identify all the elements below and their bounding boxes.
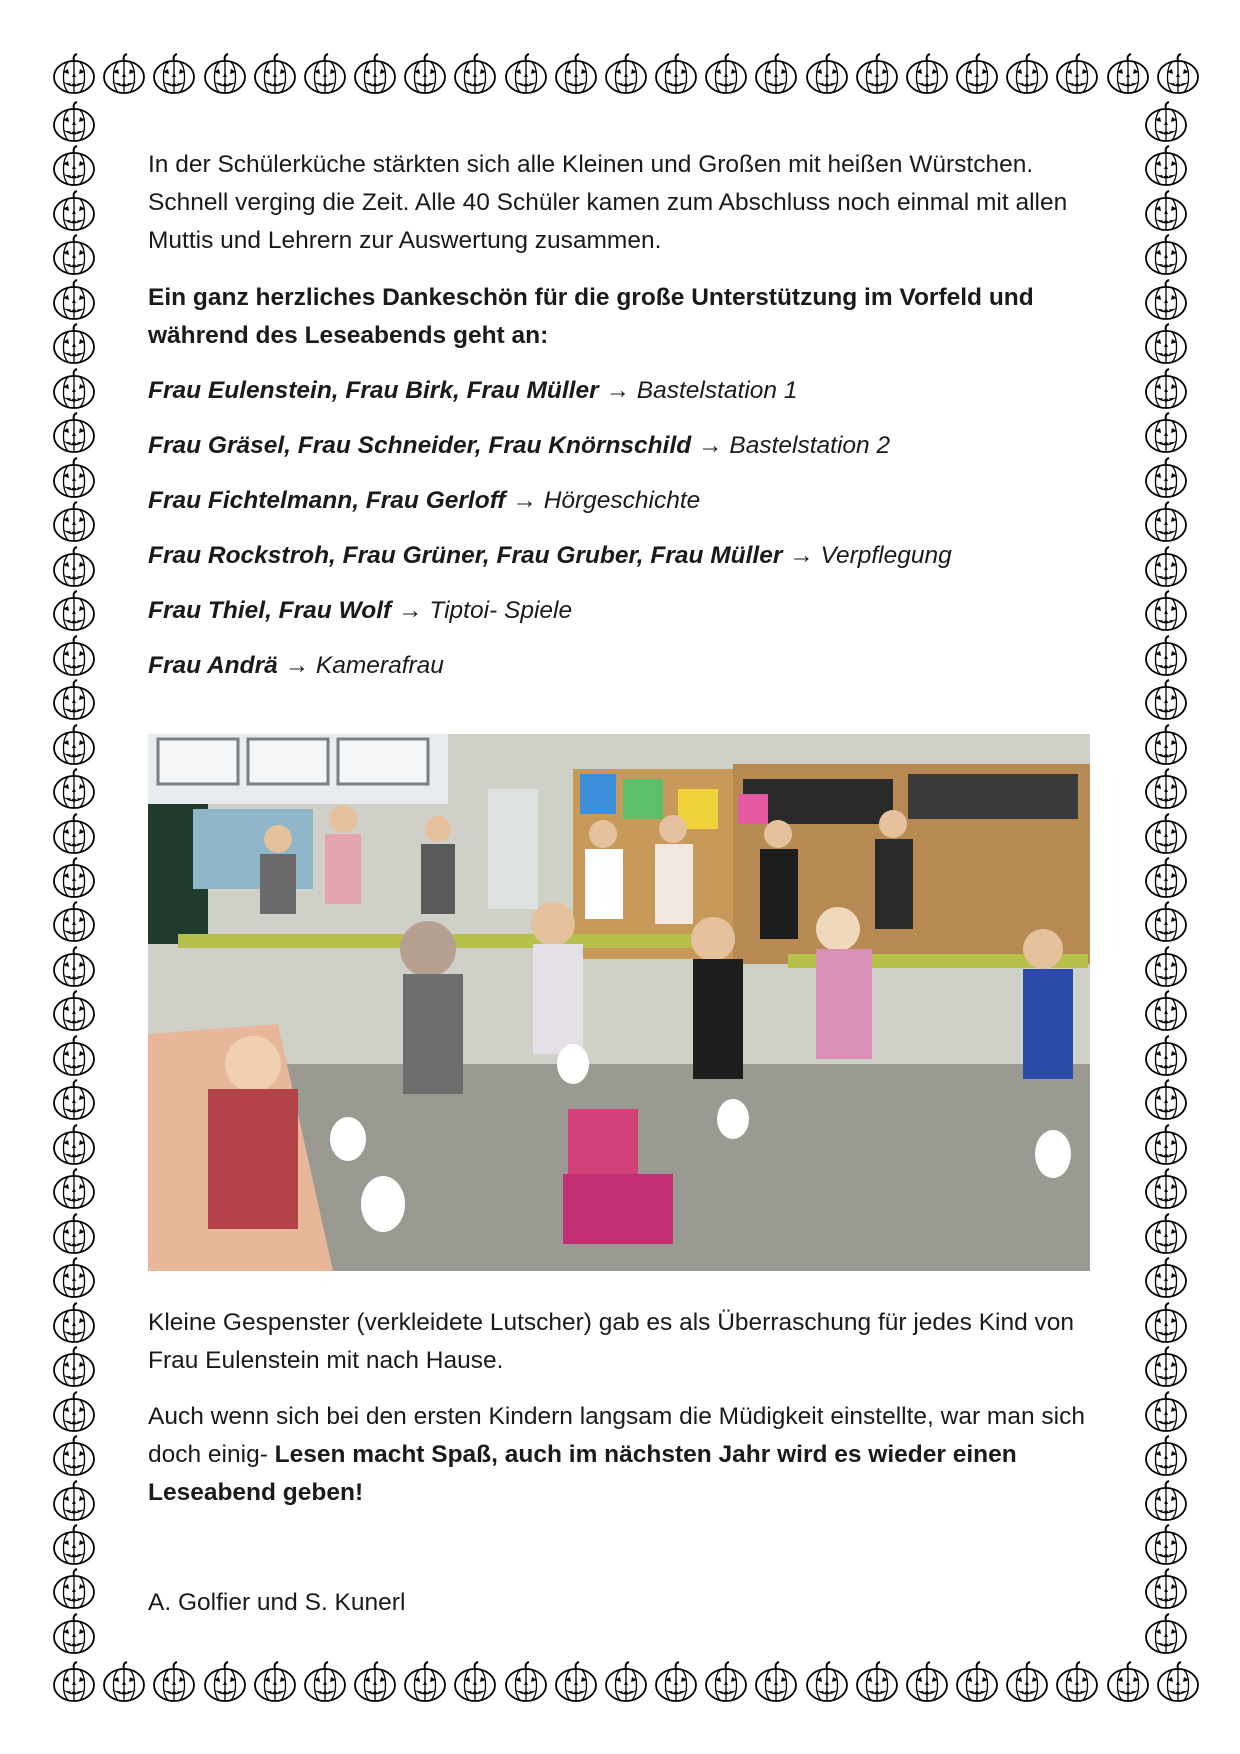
credit-names: Frau Eulenstein, Frau Birk, Frau Müller [148, 377, 599, 404]
pumpkin-icon [1144, 1567, 1188, 1611]
pumpkin-icon [52, 945, 96, 989]
pumpkin-icon [52, 52, 96, 96]
pumpkin-icon [1144, 1034, 1188, 1078]
pumpkin-icon [52, 545, 96, 589]
credit-task: Bastelstation 2 [729, 432, 891, 459]
pumpkin-icon [1144, 322, 1188, 366]
pumpkin-icon [403, 52, 447, 96]
pumpkin-icon [303, 52, 347, 96]
pumpkin-icon [955, 52, 999, 96]
pumpkin-icon [654, 52, 698, 96]
pumpkin-icon [203, 1660, 247, 1704]
pumpkin-icon [1144, 812, 1188, 856]
pumpkin-icon [1144, 1612, 1188, 1656]
pumpkin-icon [504, 52, 548, 96]
pumpkin-icon [754, 52, 798, 96]
pumpkin-icon [1144, 945, 1188, 989]
pumpkin-icon [1005, 1660, 1049, 1704]
pumpkin-icon [102, 52, 146, 96]
pumpkin-icon [1144, 367, 1188, 411]
arrow-right-icon: → [512, 487, 537, 514]
pumpkin-icon [52, 278, 96, 322]
arrow-right-icon: → [284, 652, 310, 679]
pumpkin-icon [1144, 1167, 1188, 1211]
pumpkin-icon [905, 1660, 949, 1704]
pumpkin-icon [52, 367, 96, 411]
pumpkin-icon [52, 456, 96, 500]
pumpkin-icon [52, 1301, 96, 1345]
pumpkin-icon [805, 52, 849, 96]
pumpkin-icon [1144, 723, 1188, 767]
pumpkin-icon [52, 1212, 96, 1256]
pumpkin-border-right [1144, 100, 1188, 1656]
credit-task: Verpflegung [820, 542, 952, 569]
pumpkin-icon [52, 1345, 96, 1389]
closing-paragraph [148, 1398, 1108, 1512]
pumpkin-icon [704, 52, 748, 96]
pumpkin-icon [805, 1660, 849, 1704]
pumpkin-icon [1144, 1523, 1188, 1567]
pumpkin-icon [453, 1660, 497, 1704]
credit-names: Frau Andrä [148, 652, 278, 679]
pumpkin-icon [52, 678, 96, 722]
pumpkin-icon [253, 1660, 297, 1704]
pumpkin-icon [1156, 1660, 1200, 1704]
credit-line [148, 372, 1108, 410]
pumpkin-icon [1144, 634, 1188, 678]
pumpkin-icon [403, 1660, 447, 1704]
arrow-right-icon: → [605, 377, 630, 404]
pumpkin-icon [52, 100, 96, 144]
credit-line [148, 647, 1108, 685]
pumpkin-icon [1144, 1256, 1188, 1300]
pumpkin-icon [554, 1660, 598, 1704]
pumpkin-icon [52, 1612, 96, 1656]
pumpkin-icon [1144, 1479, 1188, 1523]
pumpkin-icon [504, 1660, 548, 1704]
pumpkin-border-bottom [52, 1660, 1200, 1704]
pumpkin-icon [1144, 500, 1188, 544]
pumpkin-icon [52, 767, 96, 811]
pumpkin-icon [102, 1660, 146, 1704]
pumpkin-icon [554, 52, 598, 96]
classroom-photo [148, 734, 1090, 1271]
credit-line [148, 427, 1108, 465]
pumpkin-icon [1144, 1345, 1188, 1389]
pumpkin-icon [353, 52, 397, 96]
pumpkin-icon [704, 1660, 748, 1704]
pumpkin-icon [1144, 1123, 1188, 1167]
pumpkin-icon [754, 1660, 798, 1704]
pumpkin-icon [52, 1479, 96, 1523]
pumpkin-icon [303, 1660, 347, 1704]
pumpkin-icon [52, 856, 96, 900]
credit-line [148, 592, 1108, 630]
pumpkin-icon [1144, 1212, 1188, 1256]
pumpkin-icon [654, 1660, 698, 1704]
closing-plain: Auch wenn sich bei den ersten Kindern langsam die Müdigkeit einstellte, war man sich doch einig- [148, 1403, 1085, 1468]
pumpkin-icon [203, 52, 247, 96]
pumpkin-icon [1144, 589, 1188, 633]
closing-bold: Lesen macht Spaß, auch im nächsten Jahr wird es wieder einen Leseabend geben! [148, 1441, 1017, 1506]
pumpkin-icon [604, 1660, 648, 1704]
pumpkin-icon [1144, 545, 1188, 589]
credit-task: Hörgeschichte [543, 487, 701, 514]
pumpkin-icon [604, 52, 648, 96]
credit-names: Frau Gräsel, Frau Schneider, Frau Knörnschild [148, 432, 692, 459]
pumpkin-icon [1005, 52, 1049, 96]
pumpkin-icon [52, 1256, 96, 1300]
pumpkin-icon [52, 322, 96, 366]
photo-caption: Kleine Gespenster (verkleidete Lutscher) gab es als Überraschung für jedes Kind von Frau Eulenstein mit nach Hause. [148, 1309, 1075, 1374]
pumpkin-icon [52, 589, 96, 633]
pumpkin-icon [52, 1078, 96, 1122]
credit-task: Tiptoi- Spiele [429, 597, 573, 624]
pumpkin-icon [1106, 1660, 1150, 1704]
arrow-right-icon: → [789, 542, 814, 569]
pumpkin-icon [353, 1660, 397, 1704]
pumpkin-icon [52, 634, 96, 678]
pumpkin-icon [52, 1567, 96, 1611]
pumpkin-icon [1144, 1301, 1188, 1345]
pumpkin-icon [1144, 189, 1188, 233]
pumpkin-border-top [52, 52, 1200, 96]
pumpkin-icon [52, 1434, 96, 1478]
pumpkin-icon [955, 1660, 999, 1704]
pumpkin-icon [855, 52, 899, 96]
credit-names: Frau Rockstroh, Frau Grüner, Frau Gruber, Frau Müller [148, 542, 783, 569]
pumpkin-icon [1106, 52, 1150, 96]
pumpkin-icon [52, 1123, 96, 1167]
pumpkin-icon [152, 1660, 196, 1704]
credit-task: Bastelstation 1 [636, 377, 798, 404]
pumpkin-icon [52, 411, 96, 455]
pumpkin-icon [1055, 1660, 1099, 1704]
pumpkin-icon [1144, 278, 1188, 322]
pumpkin-icon [52, 812, 96, 856]
pumpkin-icon [253, 52, 297, 96]
pumpkin-icon [52, 144, 96, 188]
pumpkin-icon [1144, 767, 1188, 811]
pumpkin-icon [1144, 144, 1188, 188]
pumpkin-icon [1144, 100, 1188, 144]
pumpkin-icon [905, 52, 949, 96]
pumpkin-icon [52, 500, 96, 544]
thanks-heading: Ein ganz herzliches Dankeschön für die große Unterstützung im Vorfeld und während des Leseabends geht an: [148, 284, 1034, 349]
pumpkin-icon [1144, 411, 1188, 455]
pumpkin-icon [1156, 52, 1200, 96]
intro-paragraph: In der Schülerküche stärkten sich alle Kleinen und Großen mit heißen Würstchen. Schnell verging die Zeit. Alle 40 Schüler kamen zum Abschluss noch einmal mit allen Muttis und Lehrern zur Auswertung zusammen. [148, 151, 1068, 254]
pumpkin-icon [1144, 678, 1188, 722]
pumpkin-icon [52, 1660, 96, 1704]
pumpkin-icon [1144, 1390, 1188, 1434]
pumpkin-icon [1055, 52, 1099, 96]
pumpkin-icon [453, 52, 497, 96]
pumpkin-icon [52, 1523, 96, 1567]
pumpkin-icon [52, 1167, 96, 1211]
pumpkin-border-left [52, 100, 96, 1656]
pumpkin-icon [52, 900, 96, 944]
credit-line [148, 537, 1108, 575]
pumpkin-icon [52, 233, 96, 277]
credit-names: Frau Thiel, Frau Wolf [148, 597, 392, 624]
pumpkin-icon [1144, 989, 1188, 1033]
credit-line [148, 482, 1108, 520]
pumpkin-icon [52, 189, 96, 233]
pumpkin-icon [52, 723, 96, 767]
pumpkin-icon [152, 52, 196, 96]
pumpkin-icon [855, 1660, 899, 1704]
pumpkin-icon [1144, 456, 1188, 500]
pumpkin-icon [52, 989, 96, 1033]
signature: A. Golfier und S. Kunerl [148, 1589, 406, 1616]
credit-names: Frau Fichtelmann, Frau Gerloff [148, 487, 506, 514]
pumpkin-icon [52, 1034, 96, 1078]
pumpkin-icon [1144, 1078, 1188, 1122]
pumpkin-icon [52, 1390, 96, 1434]
pumpkin-icon [1144, 900, 1188, 944]
pumpkin-icon [1144, 233, 1188, 277]
pumpkin-icon [1144, 856, 1188, 900]
classroom-photo-illustration [148, 734, 1090, 1271]
arrow-right-icon: → [398, 597, 423, 624]
credit-task: Kamerafrau [315, 652, 444, 679]
arrow-right-icon: → [698, 432, 723, 459]
pumpkin-icon [1144, 1434, 1188, 1478]
